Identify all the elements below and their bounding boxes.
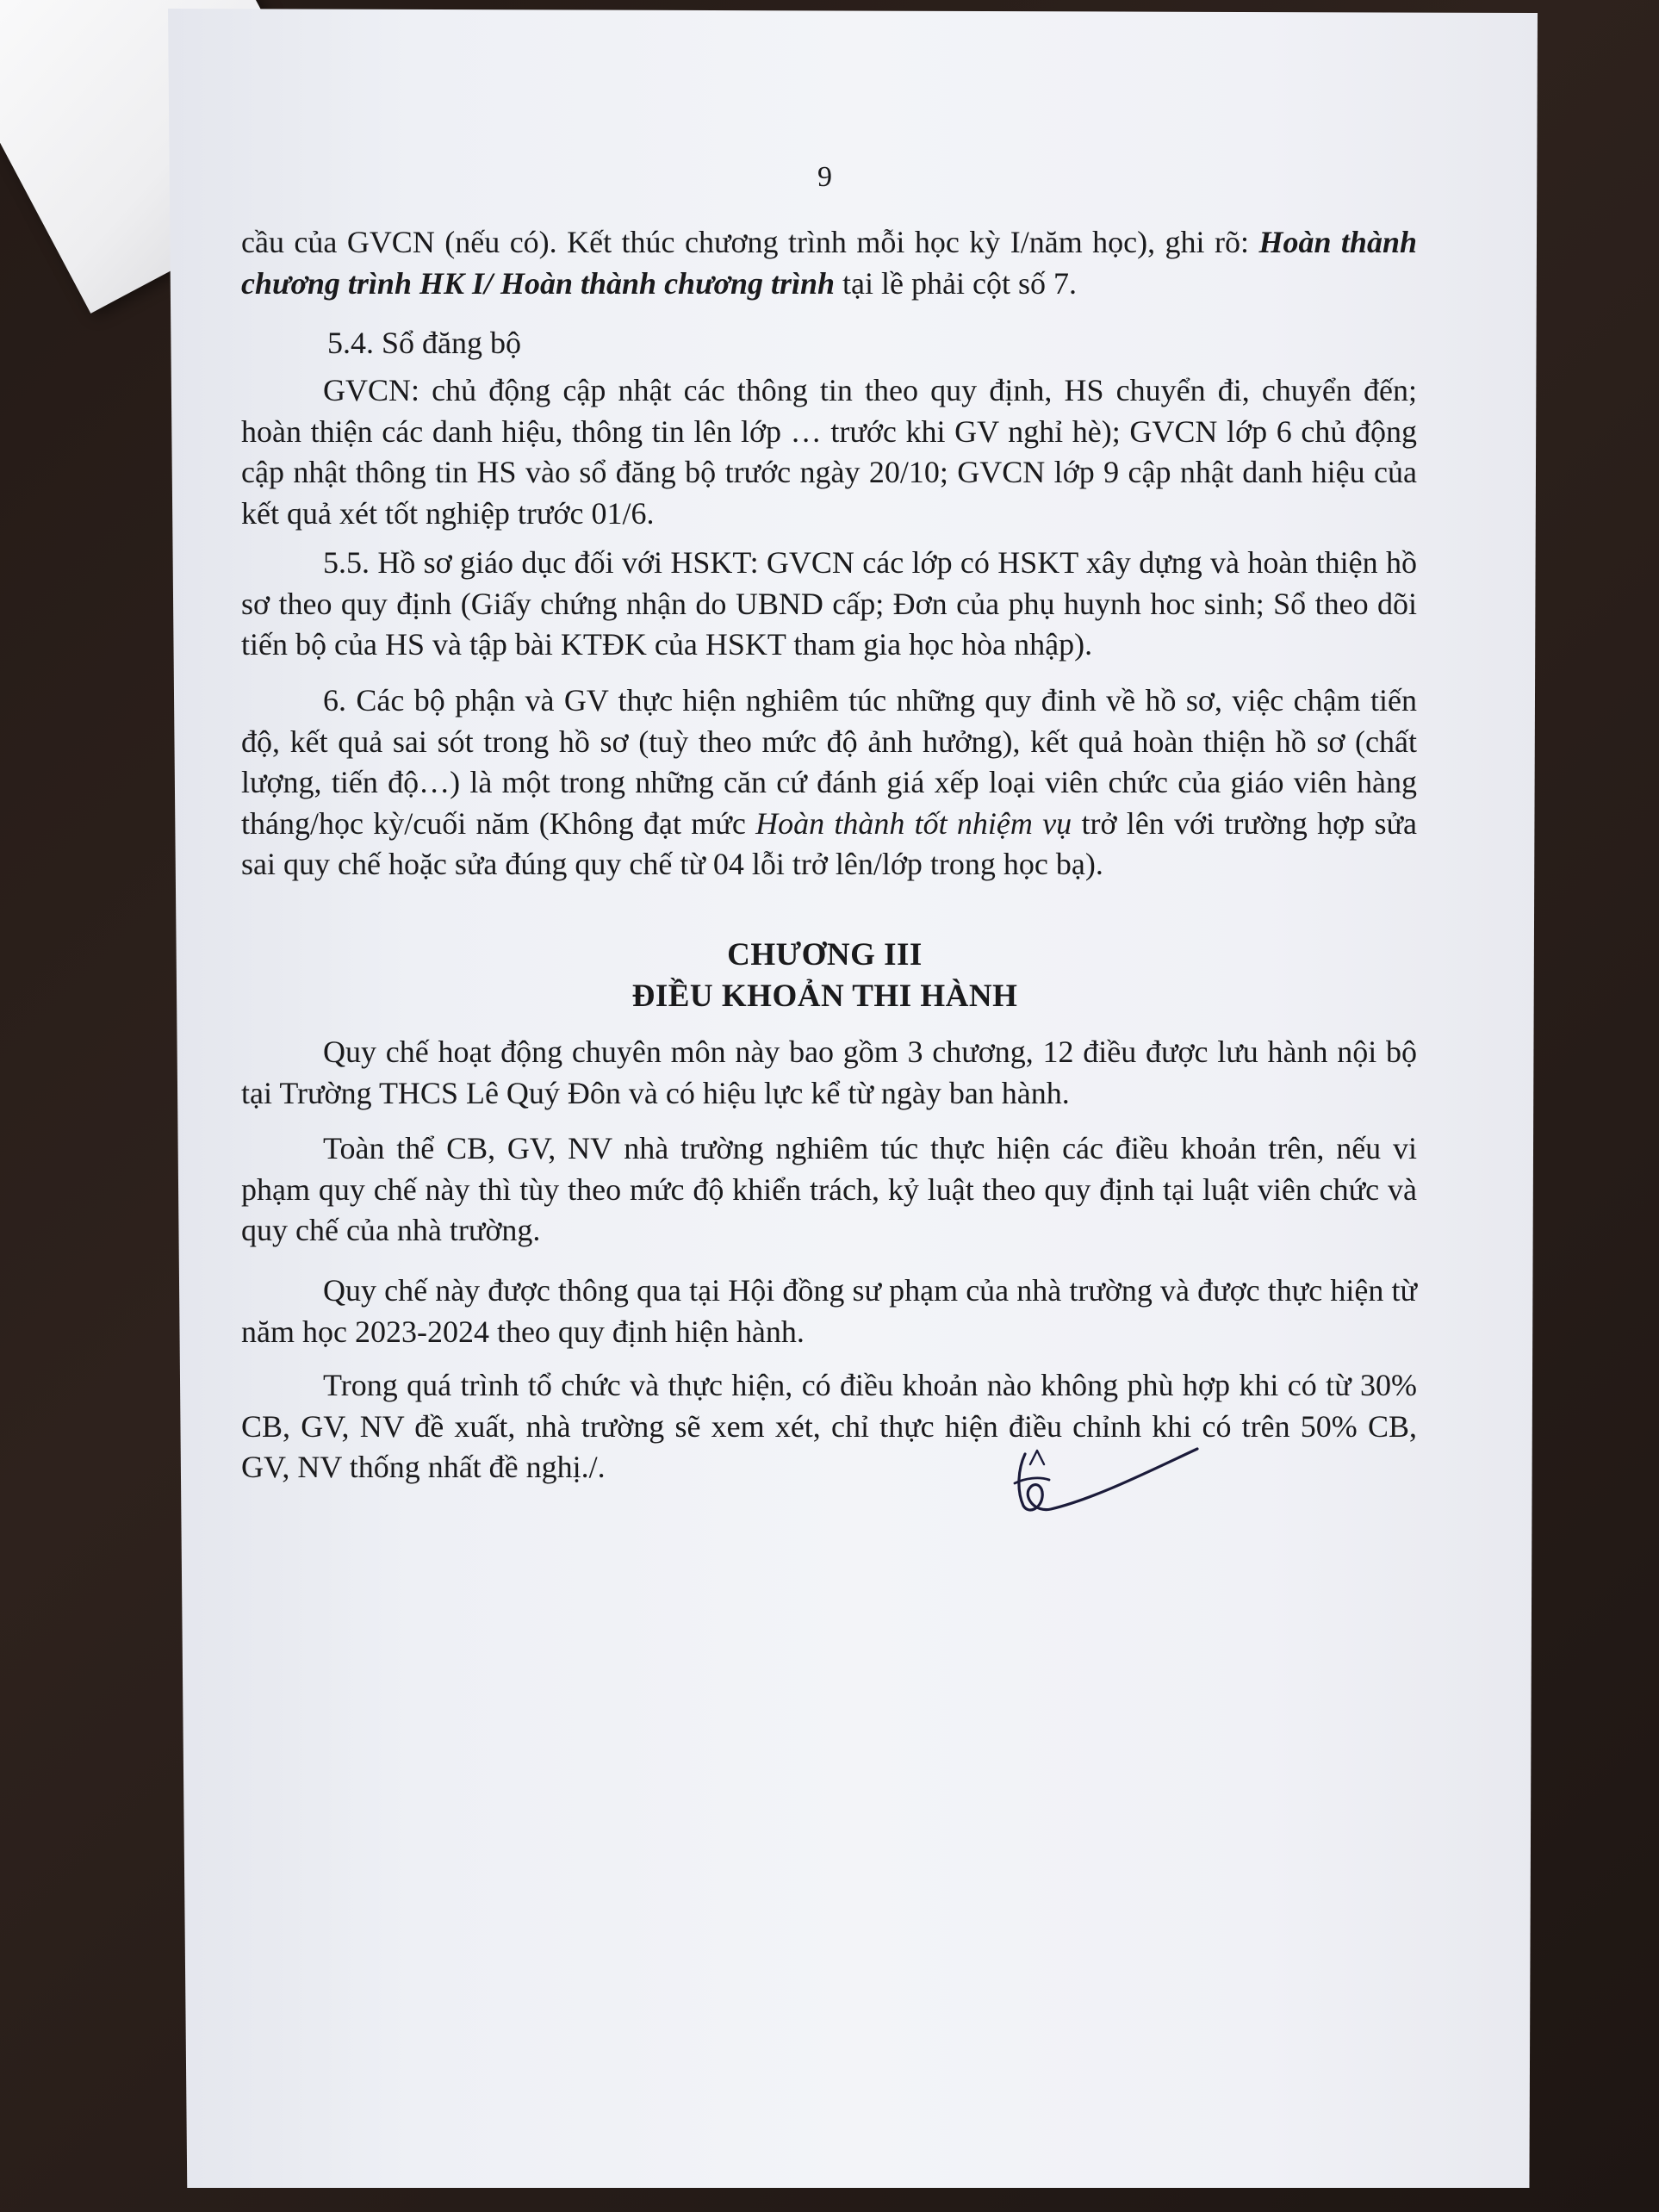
paragraph-approval: Quy chế này được thông qua tại Hội đồng sư phạm của nhà trường và được thực hiện từ năm học 2023-2024 theo quy định hiện hành. [241, 1273, 1417, 1349]
document-page [233, 0, 1438, 2212]
paragraph-text: cầu của GVCN (nếu có). Kết thúc chương trình mỗi học kỳ I/năm học), ghi rõ: [241, 225, 1259, 259]
section-heading-5-4: 5.4. Sổ đăng bộ [327, 326, 521, 360]
paragraph-scope: Quy chế hoạt động chuyên môn này bao gồm 3 chương, 12 điều được lưu hành nội bộ tại Trường THCS Lê Quý Đôn và có hiệu lực kể từ ngày ban hành. [241, 1035, 1417, 1110]
chapter-subtitle: ĐIỀU KHOẢN THI HÀNH [631, 979, 1018, 1014]
emphasis-text: Hoàn thành tốt nhiệm vụ [755, 805, 1072, 841]
emphasis-text: Hoàn thành chương trình HK I/ Hoàn thành chương trình [241, 225, 1417, 301]
chapter-title: CHƯƠNG III [727, 937, 923, 972]
signature-mark [999, 1430, 1206, 1533]
paragraph-6-records [241, 680, 1417, 885]
paragraph-text: 6. Các bộ phận và GV thực hiện nghiêm túc những quy đinh về hồ sơ, việc chậm tiến độ, kết quả sai sót trong hồ sơ (tuỳ theo mức độ ảnh hưởng), kết quả hoàn thiện hồ sơ (chất lượng, tiến độ…) là một trong những căn cứ đánh giá xếp loại viên chức của giáo viên hàng tháng/học kỳ/cuối năm (Không đạt mức [241, 683, 1417, 841]
paragraph-compliance: Toàn thể CB, GV, NV nhà trường nghiêm túc thực hiện các điều khoản trên, nếu vi phạm quy chế này thì tùy theo mức độ khiển trách, kỷ luật theo quy định tại luật viên chức và quy chế của nhà trường. [241, 1131, 1417, 1247]
paragraph-record-completion [241, 222, 1417, 304]
paragraph-gvcn-register: GVCN: chủ động cập nhật các thông tin theo quy định, HS chuyển đi, chuyển đến; hoàn thiện các danh hiệu, thông tin lên lớp … trước khi GV nghỉ hè); GVCN lớp 6 chủ động cập nhật thông tin HS vào sổ đăng bộ trước ngày 20/10; GVCN lớp 9 cập nhật danh hiệu của kết quả xét tốt nghiệp trước 01/6. [241, 373, 1417, 531]
paragraph-5-5-hskt: 5.5. Hồ sơ giáo dục đối với HSKT: GVCN các lớp có HSKT xây dựng và hoàn thiện hồ sơ theo quy định (Giấy chứng nhận do UBND cấp; Đơn của phụ huynh hoc sinh; Sổ theo dõi tiến bộ của HS và tập bài KTĐK của HSKT tham gia học hòa nhập). [241, 545, 1417, 662]
paragraph-text: tại lề phải cột số 7. [835, 265, 1077, 301]
paragraph-amendment: Trong quá trình tổ chức và thực hiện, có điều khoản nào không phù hợp khi có từ 30% CB, GV, NV đề xuất, nhà trường sẽ xem xét, chỉ thực hiện điều chỉnh khi có trên 50% CB, GV, NV thống nhất đề nghị./. [241, 1368, 1417, 1484]
page-number: 9 [817, 161, 832, 193]
paragraph-text: trở lên với trường hợp sửa sai quy chế hoặc sửa đúng quy chế từ 04 lỗi trở lên/lớp trong học bạ). [241, 805, 1417, 881]
